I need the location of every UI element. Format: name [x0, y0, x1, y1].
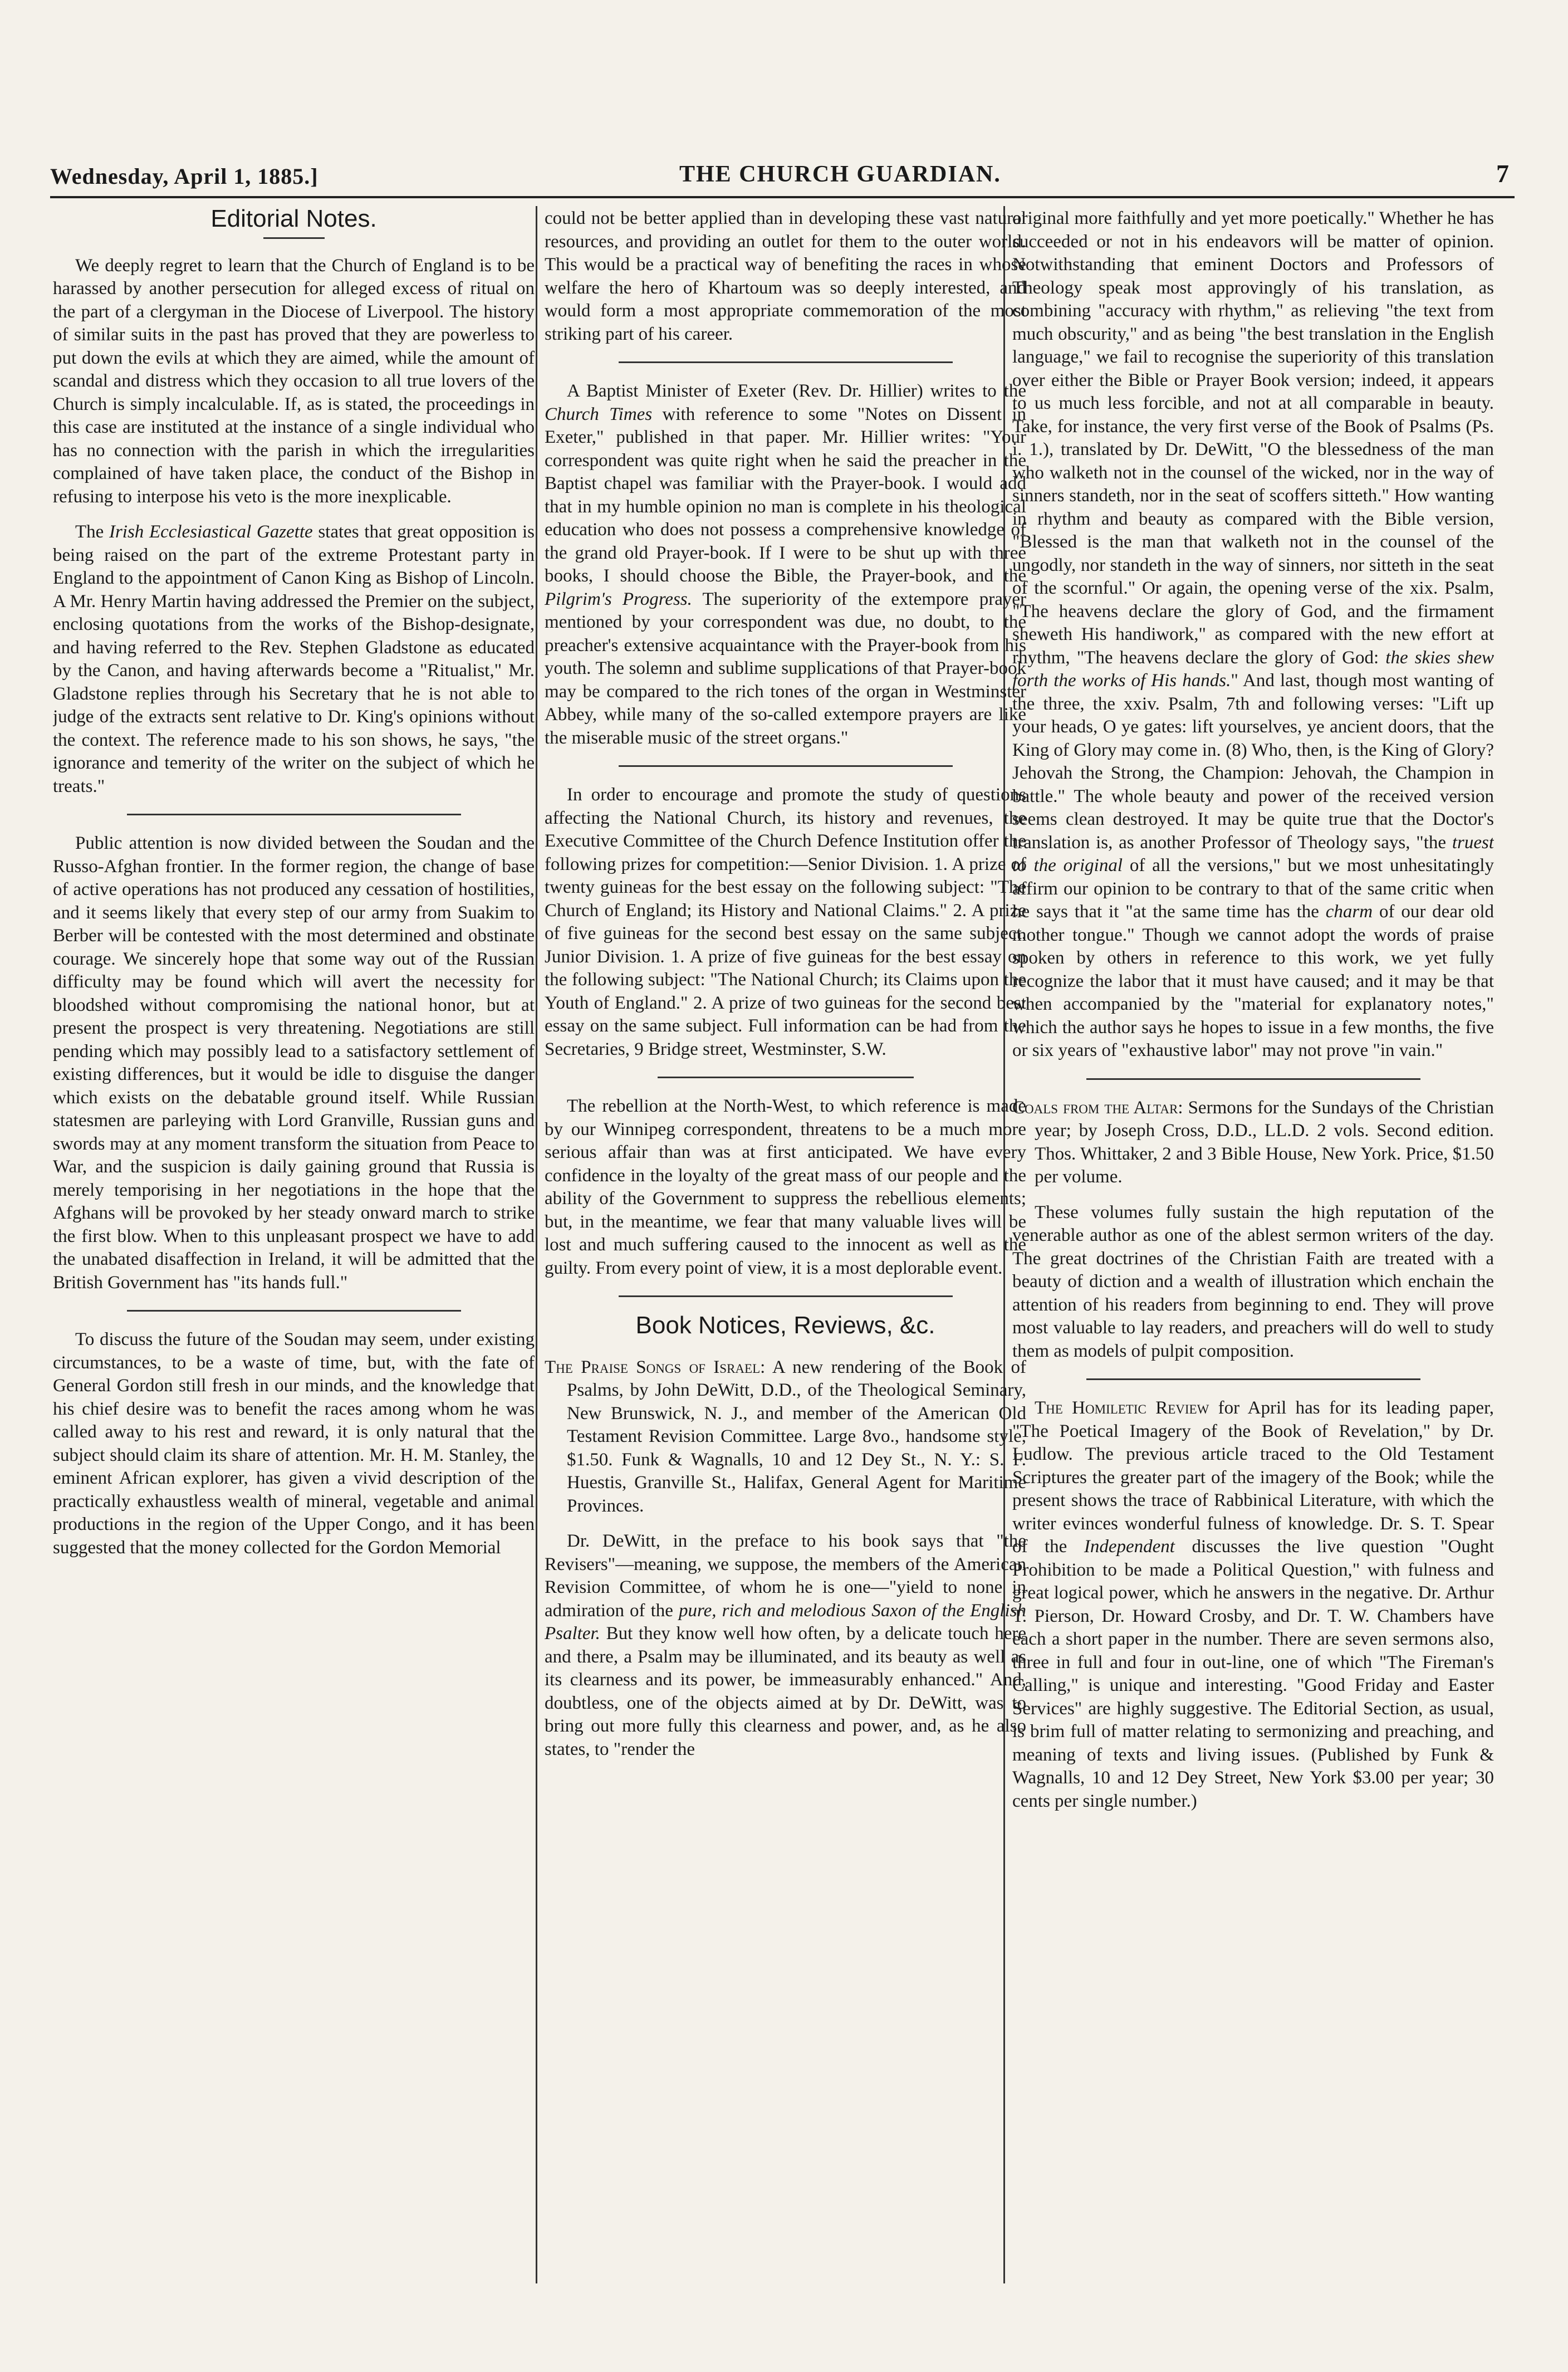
article-separator — [127, 814, 461, 815]
article-separator — [658, 1077, 914, 1078]
newspaper-title: THE CHURCH GUARDIAN. — [679, 162, 1001, 187]
article-separator — [1086, 1378, 1420, 1380]
article-paragraph: These volumes fully sustain the high reputation of the venerable author as one of the ablest sermon writers of the day. The great doctrines of the Christian Faith are treated with a beauty of diction and a wealth of illustration which enchain the attention of his readers from beginning to end. They will prove most valuable to lay readers, and preachers will do well to study them as models of pulpit composition. — [1012, 1202, 1494, 1361]
book-title: Pilgrim's Progress. — [545, 589, 692, 609]
article-separator — [619, 361, 953, 363]
book-title: The Praise Songs of Israel — [545, 1357, 761, 1377]
column-3 — [1012, 207, 1494, 2324]
page-header — [50, 159, 1515, 192]
article-separator — [127, 1310, 461, 1312]
page-number: 7 — [1496, 159, 1509, 188]
article-paragraph: original more faithfully and yet more poetically." Whether he has succeeded or not in his endeavors will be matter of opinion. Notwithstanding that eminent Doctors and Professors of Theology speak most approvingly of his translation, as combining "accuracy with rhythm," as relieving "the text from much obscurity," and as being "the best translation in the English language," we fail to recognise the superiority of this translation over either the Bible or Prayer Book version; indeed, it appears to us much less forcible, and not at all comparable in beauty. Take, for instance, the very first verse of the Book of Psalms (Ps. i. 1.), translated by Dr. DeWitt, "O the blessedness of the man who walketh not in the counsel of the wicked, nor in the way of sinners standeth, nor in the seat of scoffers sitteth." How wanting in rhythm and beauty as compared with the Bible version, "Blessed is the man that walketh not in the counsel of the ungodly, nor standeth in the way of sinners, nor sitteth in the seat of the scornful." Or again, the opening verse of the xix. Psalm, "The heavens declare the glory of God, and the firmament sheweth His handiwork," as compared with the new effort at rhythm, "The heavens declare the glory of God: the skies shew forth the works of His hands." And last, though most wanting of the three, the xxiv. Psalm, 7th and following verses: "Lift up your heads, O ye gates: lift yourselves, ye ancient doors, that the King of Glory may come in. (8) Who, then, is the King of Glory? Jehovah the Strong, the Champion: Jehovah, the Champion in battle." The whole beauty and power of the received version seems clean destroyed. It may be quite true that the Doctor's translation is, as another Professor of Theology says, "the truest to the original of all the versions," but we most unhesitatingly affirm our opinion to be contrary to that of the same critic when he says that it "at the same time has the charm of our dear old mother tongue." Though we cannot adopt the words of praise spoken by others in reference to this work, we yet fully recognize the labor that it must have caused; and it may be that when accompanied by the "material for explanatory notes," which the author says he hopes to issue in a few months, the five or six years of "exhaustive labor" may not prove "in vain." — [1012, 208, 1494, 1060]
book-title: Coals from the Altar — [1012, 1097, 1178, 1118]
column-2 — [545, 207, 1026, 2324]
book-title: The Homiletic Review — [1035, 1398, 1209, 1418]
article-separator — [619, 765, 953, 767]
article-paragraph: Dr. DeWitt, in the preface to his book says that "the Revisers"—meaning, we suppose, the members of the American Revision Committee, of whom he is one—"yield to none in admiration of the pure, rich and melodious Saxon of the English Psalter. But they know well how often, by a delicate touch here and there, a Psalm may be illuminated, and its beauty as well as its clearness and its power, be immeasurably enhanced." And, doubtless, one of the objects aimed at by Dr. DeWitt, was to bring out more fully this clearness and power, and, as he also states, to "render the — [545, 1531, 1026, 1759]
article-paragraph: In order to encourage and promote the study of questions affecting the National Church, its history and revenues, the Executive Committee of the Church Defence Institution offer the following prizes for competition:—Senior Division. 1. A prize of twenty guineas for the best essay on the following subject: "The Church of England; its History and National Claims." 2. A prize of five guineas for the second best essay on the same subject. Junior Division. 1. A prize of five guineas for the best essay on the following subject: "The National Church; its Claims upon the Youth of England." 2. A prize of two guineas for the second best essay on the same subject. Full information can be had from the Secretaries, 9 Bridge street, Westminster, S.W. — [545, 785, 1026, 1059]
article-paragraph: We deeply regret to learn that the Church of England is to be harassed by another persecution for alleged excess of ritual on the part of a clergyman in the Diocese of Liverpool. The history of similar suits in the past has proved that they are powerless to put down the evils at which they are aimed, while the amount of scandal and distress which they occasion to all true lovers of the Church is simply incalculable. If, as is stated, the proceedings in this case are instituted at the instance of a single individual who has no connection with the parish in which the irregularities complained of have taken place, the conduct of the Bishop in refusing to interpose his veto is the more inexplicable. — [53, 255, 535, 507]
article-separator — [619, 1295, 953, 1297]
issue-date: Wednesday, April 1, 1885.] — [50, 164, 318, 189]
section-heading-editorial: Editorial Notes. — [210, 207, 377, 232]
article-paragraph: The Homiletic Review for April has for its leading paper, "The Poetical Imagery of the Book of Revelation," by Dr. Ludlow. The previous article traced to the Old Testament Scriptures the greater part of the imagery of the Book; while the present shows the trace of Rabbinical Literature, with which the writer evinces wonderful fulness of knowledge. Dr. S. T. Spear of the Independent discusses the live question "Ought Prohibition to be made a Political Question," with fulness and great logical power, which he answers in the negative. Dr. Arthur T. Pierson, Dr. Howard Crosby, and Dr. T. W. Chambers have each a short paper in the number. There are seven sermons also, three in full and four in out-line, one of which "The Fireman's Calling," is unique and interesting. "Good Friday and Easter Services" are highly suggestive. The Editorial Section, as usual, is brim full of matter relating to sermonizing and preaching, and meaning of texts and living issues. (Published by Funk & Wagnalls, 10 and 12 Dey Street, New York $3.00 per year; 30 cents per single number.) — [1012, 1398, 1494, 1811]
header-rule — [50, 196, 1515, 198]
publication-title: Church Times — [545, 404, 653, 424]
article-paragraph: The Irish Ecclesiastical Gazette states that great opposition is being raised on the part of the extreme Protestant party in England to the appointment of Canon King as Bishop of Lincoln. A Mr. Henry Martin having addressed the Premier on the subject, enclosing quotations from the works of the Bishop-designate, and having referred to the Rev. Stephen Gladstone as educated by the Canon, and having afterwards become a "Ritualist," Mr. Gladstone replies through his Secretary that he is not able to judge of the extracts sent relative to Dr. King's opinions without the context. The reference made to his son shows, he says, "the ignorance and temerity of the writer on the subject of which he treats." — [53, 522, 535, 796]
publication-title: Irish Ecclesiastical Gazette — [109, 522, 313, 542]
book-notice-entry: Coals from the Altar: Sermons for the Sundays of the Christian year; by Joseph Cross, D.D., LL.D. 2 vols. Second edition. Thos. Whittaker, 2 and 3 Bible House, New York. Price, $1.50 per volume. — [1012, 1097, 1494, 1187]
column-divider — [536, 206, 537, 2283]
article-paragraph: The rebellion at the North-West, to which reference is made by our Winnipeg correspondent, threatens to be a much more serious affair than was at first anticipated. We have every confidence in the loyalty of the great mass of our people and the ability of the Government to suppress the rebellious elements; but, in the meantime, we fear that many valuable lives will be lost and much suffering caused to the innocent as well as the guilty. From every point of view, it is a most deplorable event. — [545, 1096, 1026, 1278]
section-heading-book-notices: Book Notices, Reviews, &c. — [635, 1312, 935, 1339]
article-paragraph: could not be better applied than in developing these vast natural resources, and providing an outlet for them to the outer world. This would be a practical way of benefiting the races in whose welfare the hero of Khartoum was so deeply interested, and would form a most appropriate commemoration of the most striking part of his career. — [545, 208, 1026, 344]
article-paragraph: To discuss the future of the Soudan may seem, under existing circumstances, to be a waste of time, but, with the fate of General Gordon still fresh in our minds, and the knowledge that his chief desire was to benefit the races among whom he was called away to his rest and reward, it is only natural that the subject should claim its share of attention. Mr. H. M. Stanley, the eminent African explorer, has given a vivid description of the practically exhaustless wealth of mineral, vegetable and animal productions in the region of the Upper Congo, and it has been suggested that the money collected for the Gordon Memorial — [53, 1329, 535, 1558]
article-paragraph: Public attention is now divided between the Soudan and the Russo-Afghan frontier. In the former region, the change of base of active operations has not produced any cessation of hostilities, and it seems likely that every step of our army from Suakim to Berber will be contested with the most determined and obstinate courage. We sincerely hope that some way out of the Russian difficulty may be found which will avert the necessity for bloodshed without compromising the national honor, but at present the prospect is very threatening. Negotiations are still pending which may possibly lead to a satisfactory settlement of existing differences, but it would be idle to disguise the danger which exists on the debatable ground itself. While Russian statesmen are parleying with Lord Granville, Russian guns and swords may at any moment transform the situation from Peace to War, and the suspicion is daily gaining ground that Russia is merely temporising in her negotiations in the hope that the Afghans will be provoked by her steady onward march to strike the first blow. When to this unpleasant prospect we have to add the unabated disaffection in Ireland, it will be admitted that the British Government has "its hands full." — [53, 833, 535, 1293]
column-1 — [53, 207, 535, 2324]
article-paragraph: A Baptist Minister of Exeter (Rev. Dr. Hillier) writes to the Church Times with reference to some "Notes on Dissent in Exeter," published in that paper. Mr. Hillier writes: "Your correspondent was quite right when he said the preacher in the Baptist chapel was familiar with the Prayer-book. I would add that in my humble opinion no man is complete in his theological education who does not possess a comprehensive knowledge of the grand old Prayer-book. If I were to be shut up with three books, I should choose the Bible, the Prayer-book, and the Pilgrim's Progress. The superiority of the extempore prayer mentioned by your correspondent was due, no doubt, to the preacher's extensive acquaintance with the Prayer-book from his youth. The solemn and sublime supplications of that Prayer-book may be compared to the rich tones of the organ in Westminster Abbey, while many of the so-called extempore prayers are like the miserable music of the street organs." — [545, 381, 1026, 748]
article-separator — [1086, 1078, 1420, 1080]
book-notice-entry: The Praise Songs of Israel: A new rendering of the Book of Psalms, by John DeWitt, D.D., of the Theological Seminary, New Brunswick, N. J., and member of the American Old Testament Revision Committee. Large 8vo., handsome style, $1.50. Funk & Wagnalls, 10 and 12 Dey St., N. Y.: S. F. Huestis, Granville St., Halifax, General Agent for Maritime Provinces. — [545, 1357, 1026, 1516]
section-divider — [263, 237, 325, 239]
